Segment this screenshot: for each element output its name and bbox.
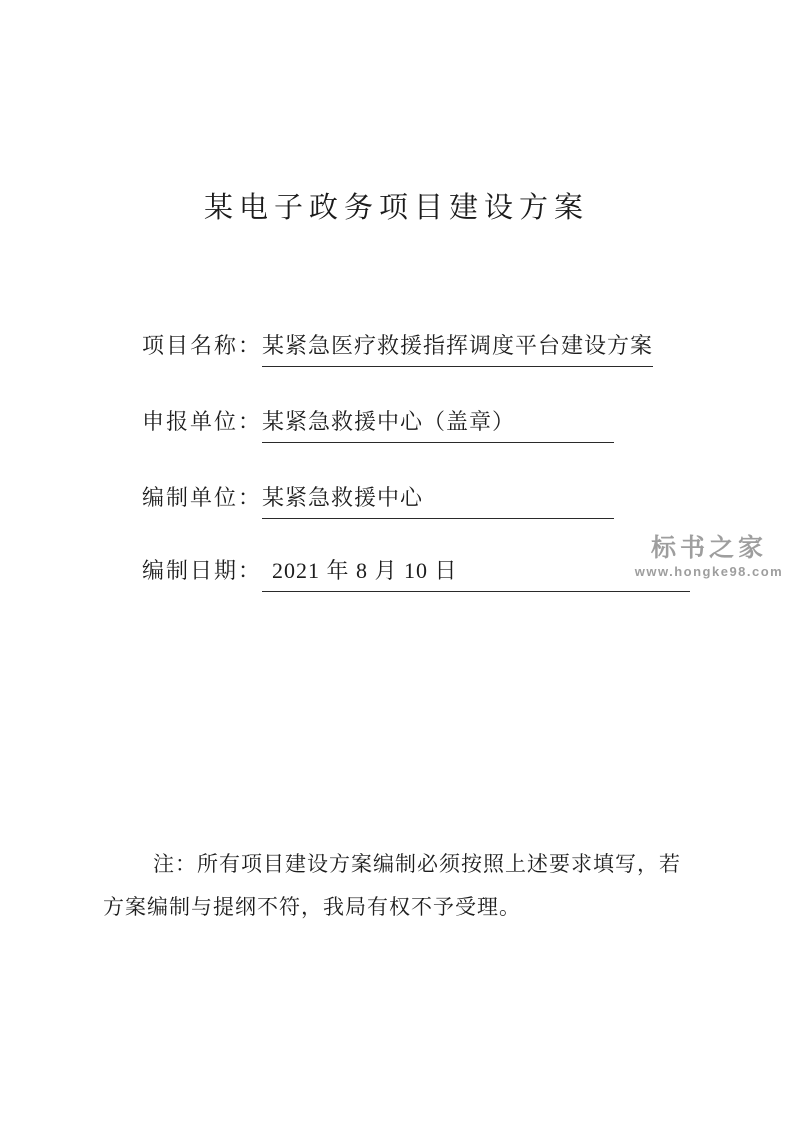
applicant-unit-value: 某紧急救援中心（盖章）	[262, 407, 614, 443]
watermark-url-text: www.hongke98.com	[634, 564, 784, 579]
project-name-value: 某紧急医疗救援指挥调度平台建设方案	[262, 331, 653, 367]
watermark-logo-text: 标书之家	[650, 534, 767, 562]
field-row-compiling-unit	[142, 483, 614, 519]
field-row-project-name	[142, 331, 653, 367]
compiling-unit-label: 编制单位：	[142, 485, 263, 510]
watermark	[628, 533, 790, 579]
applicant-unit-label: 申报单位：	[142, 409, 263, 434]
project-name-label: 项目名称：	[142, 333, 263, 358]
document-title: 某电子政务项目建设方案	[203, 192, 589, 225]
field-row-compile-date	[142, 556, 690, 592]
compile-date-value: 2021 年 8 月 10 日	[262, 556, 690, 592]
field-row-applicant-unit	[142, 407, 614, 443]
document-footnote: 注：所有项目建设方案编制必须按照上述要求填写，若方案编制与提纲不符，我局有权不予受理。	[103, 852, 681, 919]
compiling-unit-value: 某紧急救援中心	[262, 483, 614, 519]
compile-date-label: 编制日期：	[142, 558, 263, 583]
